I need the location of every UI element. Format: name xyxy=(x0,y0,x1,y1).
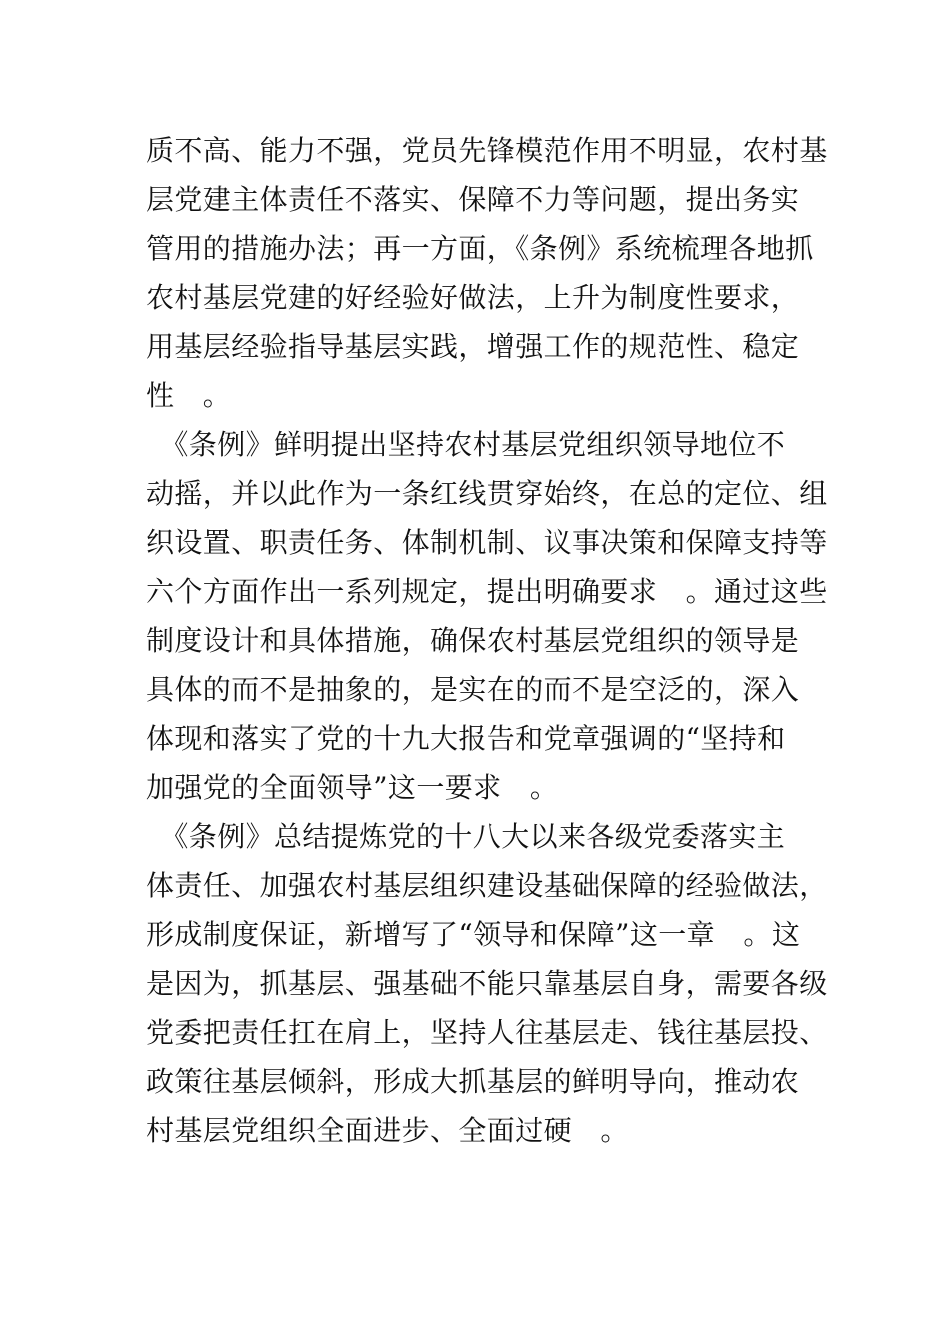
text-line: 形成制度保证，新增写了“领导和保障”这一章 。这 xyxy=(146,918,801,951)
text-line: 政策往基层倾斜，形成大抓基层的鲜明导向，推动农 xyxy=(146,1065,800,1098)
text-line: 《条例》总结提炼党的十八大以来各级党委落实主 xyxy=(146,820,786,853)
text-line: 用基层经验指导基层实践，增强工作的规范性、稳定 xyxy=(146,330,800,363)
text-line: 体现和落实了党的十九大报告和党章强调的“坚持和 xyxy=(146,722,786,755)
text-line: 层党建主体责任不落实、保障不力等问题，提出务实 xyxy=(146,183,800,216)
text-line: 织设置、职责任务、体制机制、议事决策和保障支持等 xyxy=(146,526,828,559)
text-line: 质不高、能力不强，党员先锋模范作用不明显，农村基 xyxy=(146,134,828,167)
body-text xyxy=(146,126,826,1155)
text-line: 动摇，并以此作为一条红线贯穿始终，在总的定位、组 xyxy=(146,477,828,510)
text-line: 《条例》鲜明提出坚持农村基层党组织领导地位不 xyxy=(146,428,786,461)
text-line: 具体的而不是抽象的，是实在的而不是空泛的，深入 xyxy=(146,673,800,706)
text-line: 村基层党组织全面进步、全面过硬 。 xyxy=(146,1114,629,1147)
text-line: 体责任、加强农村基层组织建设基础保障的经验做法， xyxy=(146,869,828,902)
text-line: 管用的措施办法；再一方面，《条例》系统梳理各地抓 xyxy=(146,232,814,265)
text-line: 制度设计和具体措施，确保农村基层党组织的领导是 xyxy=(146,624,800,657)
text-line: 性 。 xyxy=(146,379,232,412)
text-line: 党委把责任扛在肩上，坚持人往基层走、钱往基层投、 xyxy=(146,1016,828,1049)
text-line: 是因为，抓基层、强基础不能只靠基层自身，需要各级 xyxy=(146,967,828,1000)
text-line: 六个方面作出一系列规定，提出明确要求 。通过这些 xyxy=(146,575,828,608)
text-line: 农村基层党建的好经验好做法，上升为制度性要求， xyxy=(146,281,800,314)
text-line: 加强党的全面领导”这一要求 。 xyxy=(146,771,559,804)
